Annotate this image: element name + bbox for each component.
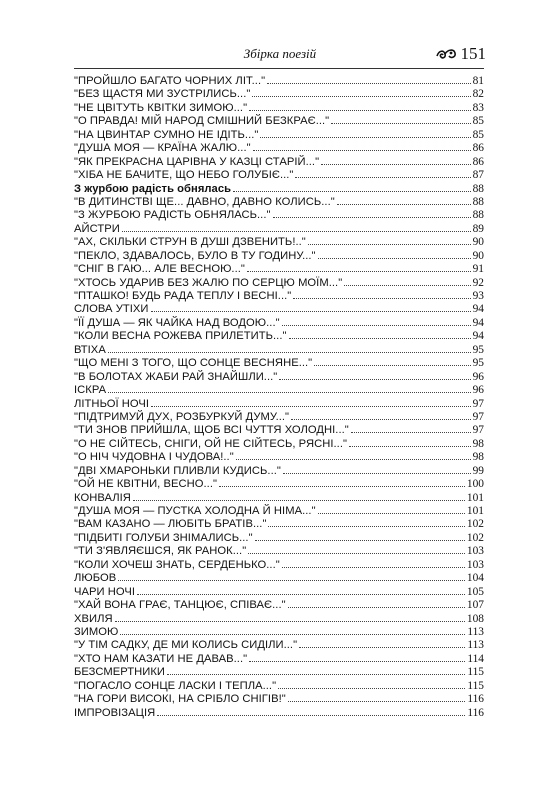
dot-leader [282,316,471,326]
toc-entry [74,101,484,114]
toc-entry-page: 108 [466,612,484,625]
dot-leader [308,235,471,245]
toc-entry-page: 91 [472,263,484,276]
toc-entry [74,208,484,221]
toc-entry-page: 82 [472,88,484,101]
dot-leader [108,383,470,393]
toc-entry-page: 81 [472,75,484,87]
toc-entry-page: 102 [466,531,484,544]
dot-leader [260,128,470,138]
dot-leader [278,679,465,689]
toc-entry-title: "НА ГОРИ ВИСОКІ, НА СРІБЛО СНІГІВ!" [74,693,286,706]
page-number: 151 [460,44,486,63]
toc-entry-page: 95 [472,343,484,356]
toc-entry [74,450,484,463]
toc-entry-title: "АХ, СКІЛЬКИ СТРУН В ДУШІ ДЗВЕНИТЬ!.." [74,236,306,249]
toc-entry-title: "О ПРАВДА! МІЙ НАРОД СМІШНИЙ БЕЗКРАЄ..." [74,115,330,128]
toc-entry-page: 103 [466,545,484,558]
toc-entry-page: 107 [466,599,484,612]
dot-leader [282,558,465,568]
dot-leader [219,477,465,487]
toc-entry-page: 97 [472,424,484,437]
toc-entry-title: "ЯК ПРЕКРАСНА ЦАРІВНА У КАЗЦІ СТАРІЙ..." [74,155,320,168]
header-page-marker [435,44,487,64]
toc-entry-page: 87 [472,169,484,182]
dot-leader [318,249,471,259]
toc-entry [74,74,484,87]
toc-entry-page: 89 [472,222,484,235]
dot-leader [248,544,465,554]
toc-entry-title: "З ЖУРБОЮ РАДІСТЬ ОБНЯЛАСЬ..." [74,209,271,222]
toc-entry-title: "ПРОЙШЛО БАГАТО ЧОРНИХ ЛІТ..." [74,75,266,87]
toc-entry-page: 100 [466,478,484,491]
toc-entry-title: ІСКРА [74,384,107,397]
toc-entry-page: 115 [467,679,484,692]
toc-entry [74,423,484,436]
dot-leader [279,370,470,380]
toc-entry-title: "ЩО МЕНІ З ТОГО, ЩО СОНЦЕ ВЕСНЯНЕ..." [74,357,313,370]
toc-entry-title: "СНІГ В ГАЮ... АЛЕ ВЕСНОЮ..." [74,263,245,276]
toc-entry-title: КОНВАЛІЯ [74,491,131,504]
dot-leader [233,182,471,192]
toc-entry [74,410,484,423]
table-of-contents [74,74,484,719]
toc-entry-page: 90 [472,249,484,262]
dot-leader [349,437,471,447]
toc-entry-title: З журбою радість обнялась [74,182,232,195]
toc-entry-page: 115 [467,666,484,679]
toc-entry-page: 98 [472,437,484,450]
dot-leader [273,208,471,218]
toc-entry-title: "НА ЦВИНТАР СУМНО НЕ ІДІТЬ..." [74,128,259,141]
dot-leader [247,262,471,272]
dot-leader [351,423,471,433]
toc-entry-page: 90 [472,236,484,249]
toc-entry [74,558,484,571]
toc-entry-page: 101 [466,491,484,504]
header-rule [74,68,484,69]
toc-entry-title: "ДУША МОЯ — ПУСТКА ХОЛОДНА Й НІМА..." [74,505,316,517]
toc-entry [74,652,484,665]
dot-leader [318,504,465,514]
dot-leader [314,356,470,366]
toc-entry-page: 88 [472,209,484,222]
toc-entry [74,168,484,181]
dot-leader [115,612,465,622]
toc-entry-title: "ПІДТРИМУЙ ДУХ, РОЗБУРКУЙ ДУМУ..." [74,410,290,423]
toc-entry [74,222,484,235]
floral-ornament-icon [435,47,457,61]
dot-leader [291,410,471,420]
toc-entry [74,477,484,490]
toc-entry-page: 92 [472,276,484,289]
toc-entry-page: 93 [472,290,484,302]
toc-entry-title: ІМПРОВІЗАЦІЯ [74,706,156,719]
toc-entry-title: "ЇЇ ДУША — ЯК ЧАЙКА НАД ВОДОЮ..." [74,316,280,329]
toc-entry-title: "В ДИТИНСТВІ ЩЕ... ДАВНО, ДАВНО КОЛИСЬ..." [74,195,335,208]
toc-entry-page: 86 [472,155,484,168]
toc-entry [74,464,484,477]
toc-entry-title: "У ТІМ САДКУ, ДЕ МИ КОЛИСЬ СИДІЛИ..." [74,639,298,652]
toc-entry [74,585,484,598]
toc-entry-title: "НЕ ЦВІТУТЬ КВІТКИ ЗИМОЮ..." [74,101,248,114]
dot-leader [108,343,471,353]
dot-leader [122,222,471,232]
toc-entry-title: ВТІХА [74,343,106,356]
toc-entry [74,679,484,692]
toc-entry-page: 105 [466,585,484,598]
dot-leader [133,491,465,501]
toc-entry-title: ЛІТНЬОЇ НОЧІ [74,397,150,410]
dot-leader [267,74,470,84]
dot-leader [120,625,465,635]
toc-entry-title: "ХІБА НЕ БАЧИТЕ, ЩО НЕБО ГОЛУБІЄ..." [74,169,294,182]
toc-entry-page: 116 [467,706,484,719]
toc-entry-title: АЙСТРИ [74,222,120,235]
toc-entry-title: "О НЕ СІЙТЕСЬ, СНІГИ, ОЙ НЕ СІЙТЕСЬ, РЯСНІ..." [74,437,347,450]
toc-entry [74,356,484,369]
toc-entry [74,571,484,584]
toc-section-heading [74,182,484,195]
toc-entry-title: "ХТОСЬ УДАРИВ БЕЗ ЖАЛЮ ПО СЕРЦЮ МОЇМ..." [74,276,343,289]
toc-entry-title: "ХТО НАМ КАЗАТИ НЕ ДАВАВ..." [74,652,248,665]
running-header [74,44,486,64]
toc-entry-page: 95 [472,357,484,370]
toc-entry-title: БЕЗСМЕРТНИКИ [74,666,165,679]
toc-entry-page: 103 [466,558,484,571]
toc-entry [74,262,484,275]
dot-leader [344,276,470,286]
toc-entry-title: "ДВІ ХМАРОНЬКИ ПЛИВЛИ КУДИСЬ..." [74,464,281,477]
toc-entry-page: 96 [472,370,484,383]
toc-entry-page: 96 [472,384,484,397]
toc-entry-title: "ПІДБИТІ ГОЛУБИ ЗНІМАЛИСЬ..." [74,531,253,544]
dot-leader [151,302,471,312]
dot-leader [293,289,470,299]
toc-entry-title: "БЕЗ ЩАСТЯ МИ ЗУСТРІЛИСЬ..." [74,88,251,101]
book-title: Збірка поезій [243,46,317,61]
toc-entry [74,531,484,544]
toc-entry-page: 85 [472,128,484,141]
toc-entry-page: 83 [472,101,484,114]
dot-leader [295,168,470,178]
toc-entry-title: ЛЮБОВ [74,572,117,585]
dot-leader [268,517,464,527]
dot-leader [288,598,465,608]
toc-entry-page: 88 [472,182,484,195]
dot-leader [283,464,471,474]
dot-leader [337,195,471,205]
toc-entry-title: СЛОВА УТІХИ [74,303,149,316]
toc-entry-title: "КОЛИ ВЕСНА РОЖЕВА ПРИЛЕТИТЬ..." [74,330,287,343]
toc-entry [74,235,484,248]
toc-entry-title: "ВАМ КАЗАНО — ЛЮБІТЬ БРАТІВ..." [74,518,267,531]
toc-entry-title: "ТИ З'ЯВЛЯЄШСЯ, ЯК РАНОК..." [74,545,247,558]
toc-entry [74,276,484,289]
toc-entry [74,302,484,315]
toc-entry-title: "В БОЛОТАХ ЖАБИ РАЙ ЗНАЙШЛИ..." [74,370,278,383]
toc-entry [74,128,484,141]
toc-entry-title: "ПОГАСЛО СОНЦЕ ЛАСКИ І ТЕПЛА..." [74,679,277,692]
dot-leader [253,141,471,151]
toc-entry [74,141,484,154]
toc-entry [74,343,484,356]
dot-leader [249,101,471,111]
toc-entry-title: "ТИ ЗНОВ ПРИЙШЛА, ЩОБ ВСІ ЧУТТЯ ХОЛОДНІ..." [74,424,349,437]
toc-entry-title: "ПЕКЛО, ЗДАВАЛОСЬ, БУЛО В ТУ ГОДИНУ..." [74,249,316,262]
toc-entry-page: 94 [472,303,484,316]
toc-entry-title: "ПТАШКО! БУДЬ РАДА ТЕПЛУ І ВЕСНІ..." [74,290,292,302]
toc-entry-page: 88 [472,195,484,208]
toc-entry-page: 113 [467,639,484,652]
dot-leader [157,706,465,716]
toc-entry-title: "КОЛИ ХОЧЕШ ЗНАТЬ, СЕРДЕНЬКО..." [74,558,280,571]
toc-entry [74,517,484,530]
dot-leader [289,329,471,339]
dot-leader [167,665,465,675]
toc-entry [74,625,484,638]
dot-leader [252,87,470,97]
toc-entry [74,544,484,557]
toc-entry [74,383,484,396]
toc-entry-page: 97 [472,410,484,423]
toc-entry [74,706,484,719]
dot-leader [151,397,471,407]
dot-leader [288,692,466,702]
toc-entry [74,370,484,383]
toc-entry-title: "ДУША МОЯ — КРАЇНА ЖАЛЮ..." [74,142,251,155]
toc-entry [74,289,484,302]
toc-entry [74,329,484,342]
toc-entry-page: 99 [472,464,484,477]
dot-leader [331,114,470,124]
toc-entry [74,692,484,705]
toc-entry [74,598,484,611]
toc-entry [74,155,484,168]
toc-entry-title: ХВИЛЯ [74,612,113,625]
dot-leader [321,155,471,165]
toc-entry-page: 104 [466,572,484,585]
dot-leader [137,585,465,595]
toc-entry [74,665,484,678]
toc-entry-page: 86 [472,142,484,155]
toc-entry-page: 94 [472,330,484,343]
toc-entry [74,397,484,410]
toc-entry-title: "ХАЙ ВОНА ГРАЄ, ТАНЦЮЄ, СПІВАЄ..." [74,599,286,612]
toc-entry-page: 113 [467,625,484,638]
toc-entry-title: ЧАРИ НОЧІ [74,585,136,598]
toc-entry-title: "О НІЧ ЧУДОВНА І ЧУДОВА!.." [74,451,234,464]
toc-entry [74,612,484,625]
toc-entry-page: 102 [466,518,484,531]
dot-leader [255,531,465,541]
toc-entry [74,114,484,127]
toc-entry [74,87,484,100]
dot-leader [236,450,471,460]
toc-entry-page: 101 [466,505,484,517]
dot-leader [299,638,465,648]
toc-entry [74,316,484,329]
toc-entry-page: 94 [472,316,484,329]
toc-entry [74,504,484,517]
toc-entry-page: 98 [472,451,484,464]
toc-entry-page: 114 [467,652,484,665]
toc-entry-page: 116 [467,693,484,706]
toc-entry [74,195,484,208]
toc-entry [74,491,484,504]
toc-entry [74,638,484,651]
toc-entry-page: 85 [472,115,484,128]
dot-leader [118,571,465,581]
toc-entry-title: "ОЙ НЕ КВІТНИ, ВЕСНО..." [74,478,218,491]
toc-entry-page: 97 [472,397,484,410]
dot-leader [249,652,465,662]
toc-entry-title: ЗИМОЮ [74,625,119,638]
toc-entry [74,249,484,262]
toc-entry [74,437,484,450]
